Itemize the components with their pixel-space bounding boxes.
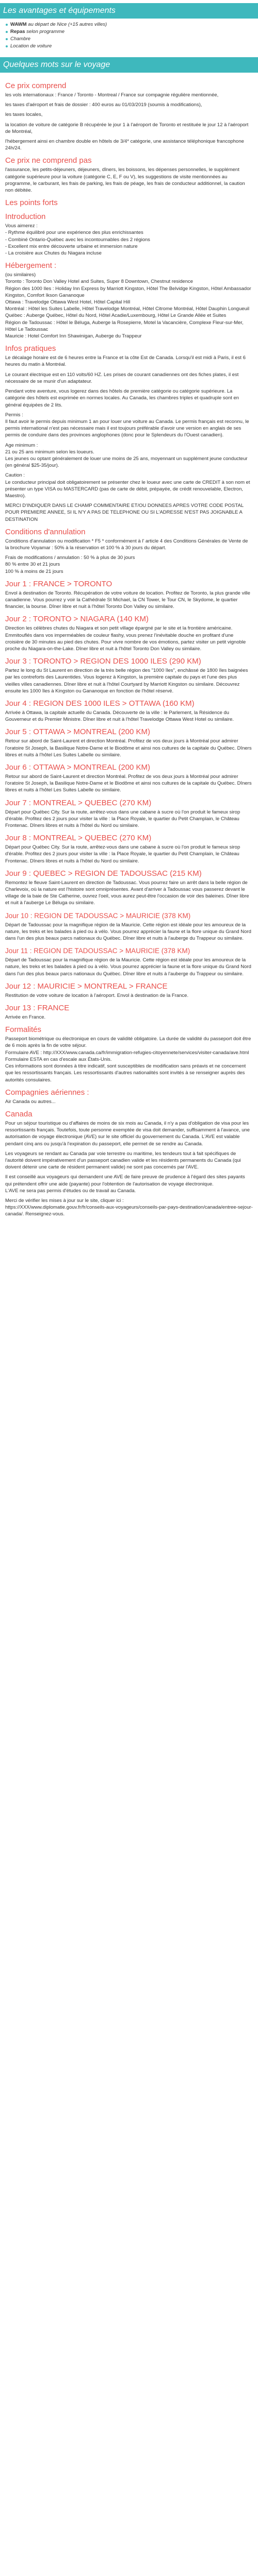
section-title: Jour 7 : MONTREAL > QUEBEC (270 KM) [5,798,152,807]
section-paragraph: Départ de Tadoussac pour la magnifique région de la Mauricie. Cette région est idéale pour les amoureux de la nature, les treks et les balades à pied ou à vélo. Vous pourrez apprécier la faune et la flore unique du Grand Nord dans l'un des plus beaux parcs nationaux du Québec. Dîner libre et nuits à l'auberge du Trappeur ou similaire. [5,922,251,942]
section-paragraph: les taxes d'aéroport et frais de dossier : 400 euros au 01/03/2019 (soumis à modifications), [5,102,202,108]
section-title: Canada [5,1109,33,1118]
feature-text: Chambre [10,36,31,42]
section-paragraph: les taxes locales, [5,112,43,118]
section [5,911,253,942]
section-paragraph: l'hébergement ainsi en chambre double en hôtels de 3/4* catégorie, une assistance téléphonique francophone 24h/24. [5,139,244,151]
section [5,156,253,194]
section [5,615,253,652]
section-title: Jour 3 : TORONTO > REGION DES 1000 ILES (290 KM) [5,657,201,666]
section [5,198,253,208]
feature-meals [10,28,253,36]
feature-bold: WAWM [10,22,27,27]
feature-text: Location de voiture [10,43,52,49]
section-title: Formalités [5,1025,42,1035]
section-paragraph: Le décalage horaire est de 6 heures entre la France et la côte Est de Canada. Lorsqu'il est midi à Paris, il est 6 heures du matin à Montréal. [5,355,246,368]
section-paragraph: Départ de Tadoussac pour la magnifique région de la Mauricie. Cette région est idéale pour les amoureux de la nature, les treks et les balades à pied ou à vélo. Vous pourrez apprécier la faune et la flore unique du Grand Nord dans l'un des plus beaux parcs nationaux du Québec. Dîner libre et nuits à l'auberge du Trappeur ou similaire. [5,957,251,977]
section-paragraph: Passeport biométrique ou électronique en cours de validité obligatoire. La durée de validité du passeport doit être de 6 mois après la fin de votre séjour. Formulaire AVE : http://XXX/www.canada.ca/fr/immigration-refugies-citoyennete/services/visiter-canada/ave.html Formulaire ESTA en cas d'escale aux États-Unis. Ces informations sont données à titre indicatif, sont susceptibles de modification sans préavis et ne concernent que les ressortissants français. Les ressortissants d'autres nationalités sont invités à se renseigner auprès des autorités consulaires. [5,1036,251,1083]
section-paragraph: Frais de modifications / annulation : 50 % à plus de 30 jours 80 % entre 30 et 21 jours 100 % à moins de 21 jours [5,555,135,574]
section-title: Compagnies aériennes : [5,1088,89,1097]
section-paragraph: Retour sur abord de Saint-Laurent et direction Montréal. Profitez de vos deux jours à Montréal pour admirer l'oratoire St Joseph, la Basilique Notre-Dame et le Biodôme et ainsi nos cultures de la capitale du Québec. Dîners libres et nuits à l'hôtel Les Suites Labelle ou similaire. [5,738,252,758]
section [5,699,253,723]
section-paragraph: Age minimum : 21 ou 25 ans minimum selon les loueurs. Les jeunes ou optant généralement de louer une moins de 25 ans, moyennant un supplément jeune conducteur (en général $25-35/jour). [5,442,248,469]
section [5,727,253,758]
feature-car [10,43,253,50]
section-paragraph: Arrivée à Ottawa, la capitale actuelle du Canada. Découverte de la ville : le Parlement, la Résidence du Gouverneur et du Premier Ministre. Dîner libre et nuit à l'hôtel Travelodge Ottawa West Hotel ou similaire. [5,710,234,723]
section-paragraph: Air Canada ou autres... [5,1098,56,1105]
section-title: Jour 11 : REGION DE TADOUSSAC > MAURICIE (378 KM) [5,947,190,955]
section [5,657,253,694]
section-title: Jour 4 : REGION DES 1000 ILES > OTTAWA (160 KM) [5,699,195,708]
section-title: Jour 9 : QUEBEC > REGION DE TADOUSSAC (215 KM) [5,869,202,878]
section [5,869,253,907]
section-title: Jour 12 : MAURICIE > MONTREAL > FRANCE [5,981,168,991]
section [5,799,253,829]
feature-text: au départ de Nice (+15 autres villes) [26,22,107,27]
details-banner: Quelques mots sur le voyage [0,57,258,73]
section-title: Jour 10 : REGION DE TADOUSSAC > MAURICIE (378 KM) [5,911,191,920]
section [5,1004,253,1021]
section [5,946,253,977]
features-banner: Les avantages et équipements [0,3,258,19]
section [5,344,253,522]
section-title: Les points forts [5,198,58,208]
section-title: Jour 8 : MONTREAL > QUEBEC (270 KM) [5,834,152,843]
section [5,982,253,999]
section [5,834,253,865]
section-paragraph: Conditions d'annulation ou modification * F5 * conformément à l' article 4 des Conditions Générales de Vente de la brochure Voyamar : 50% à la réservation et 100 % à 30 jours du départ. [5,538,248,551]
section [5,580,253,611]
section-paragraph: l'assurance, les petits-déjeuners, déjeuners, dîners, les boissons, les dépenses personnelles, le supplément catégorie supérieure pour la voiture (catégorie C, E, F ou V), les suggestions de visite mentionnées au programme, le carburant, les frais de parking, les frais de péage, les frais de conducteur additionnel, la caution non débitée. [5,167,245,194]
section-paragraph: Départ pour Québec City. Sur la route, arrêtez-vous dans une cabane à sucre où l'on produit le fameux sirop d'érable. Profitez des 2 jours pour visiter la ville : la Place Royale, le quartier du Petit Champlain, le Château Frontenac. Dîners libres et nuits à l'hôtel du Nord ou similaire. [5,809,240,829]
feature-text: selon programme [25,29,65,35]
section-paragraph: Remontez le fleuve Saint-Laurent en direction de Tadoussac. Vous pourrez faire un arrêt dans la belle région de Charlevoix, où la nature est l'histoire sont omniprésentes. Avant d'arriver à Tadoussac vous passerez devant le village de la baie de Ste Catherine, ouvrez l'oeil, vous aurez peut-être l'occasion de voir des baleines. Dîner libre et nuit à l'auberge Le Béluga ou similaire. [5,879,249,906]
section-paragraph: Départ pour Québec City. Sur la route, arrêtez-vous dans une cabane à sucre où l'on produit le fameux sirop d'érable. Profitez des 2 jours pour visiter la ville : la Place Royale, le quartier du Petit Champlain, le Château Frontenac. Dîners libres et nuits à l'hôtel du Nord ou similaire. [5,844,240,864]
section-paragraph: Direction les célèbres chutes du Niagara et son petit village épargné par le site et la frontière américaine. Emmitouflés dans vos imperméables de couleur flashy, vous prenez l'inévitable douche en profitant d'une croisière de 30 minutes au pied des chutes. Pour vivre nombre de vos émotions, partez visiter un petit vignoble proche du Niagara-on-the-Lake. Dîner libre et nuit à l'hôtel Toronto Don Valley ou similaire. [5,625,246,652]
section [5,1025,253,1083]
section-paragraph: MERCI D'INDIQUER DANS LE CHAMP COMMENTAIRE ET/OU DONNEES APRES VOTRE CODE POSTAL POUR PREMIERE ANNEE, SI IL N'Y A PAS DE TELEPHONE OU SI L'ADRESSE N'EST PAS JOIGNABLE A DESTINATION [5,503,244,522]
section-paragraph: Merci de vérifier les mises à jour sur le site, cliquer ici : https://XXX/www.diplomatie.gouv.fr/fr/conseils-aux-voyageurs/conseils-par-pays-destination/canada/entree-sejour-canada/. Renseignez-vous. [5,1197,253,1217]
section-title: Infos pratiques [5,344,56,353]
section-title: Jour 6 : OTTAWA > MONTREAL (200 KM) [5,763,151,772]
section-paragraph: Arrivée en France. [5,1014,46,1021]
section-paragraph: les vols internationaux : France / Toronto - Montreal / France sur compagnie régulière mentionnée, [5,92,219,98]
section [5,81,253,151]
feature-room [10,36,253,43]
trip-details [0,73,258,1218]
section-title: Jour 5 : OTTAWA > MONTREAL (200 KM) [5,727,151,737]
section-paragraph: Retour sur abord de Saint-Laurent et direction Montréal. Profitez de vos deux jours à Montréal pour admirer l'oratoire St Joseph, la Basilique Notre-Dame et le Biodôme et ainsi nos cultures de la capitale du Québec. Dîners libres et nuits à l'hôtel Les Suites Labelle ou similaire. [5,774,252,793]
section-paragraph: Les voyageurs se rendant au Canada par voie terrestre ou maritime, les tendeurs tout à fait spécifiques de l'autorité doivent impérativement d'un passeport canadien valide et les résidents permanents du Canada (qui doivent détenir une carte de résident permanent valide) ne sont pas concernés par l'AVE. [5,1150,241,1171]
page [0,3,258,1218]
section [5,261,253,340]
section-paragraph: Vous aimerez : - Rythme équilibré pour une expérience des plus enrichissantes - Combiné Ontario-Québec avec les incontournables des 2 régions - Excellent mix entre découverte urbaine et immersion nature - La croisière aux Chutes du Niagara incluse [5,223,150,257]
section-title: Jour 2 : TORONTO > NIAGARA (140 KM) [5,615,149,624]
section-paragraph: Envol à destination de Toronto. Récupération de votre voiture de location. Profitez de Toronto, la plus grande ville canadienne. Vous pourrez y voir la Cathédrale St Michael, la CN Tower, le Tour CN, le Skydome, le quartier financier, la bourse. Dîner libre et nuit à l'hôtel Toronto Don Valley ou similaire. [5,590,250,610]
section [5,212,253,257]
section-paragraph: la location de voiture de catégorie B récupérée le jour 1 à l'aéroport de Toronto et restituée le jour 12 à l'aéroport de Montréal, [5,122,249,134]
section [5,1088,253,1105]
section-paragraph: (ou similaires) Toronto : Toronto Don Valley Hotel and Suites, Super 8 Downtown, Chestnut residence Région des 1000 Iles : Holiday Inn Express by Marriott Kingston, Hôtel The Belvidge Kingston, Hôtel Ambassador Kingston, Comfort Ikson Gananoque Ottawa : Travelodge Ottawa West Hotel, Hôtel Capital Hill Montréal : Hôtel les Suites Labelle, Hôtel Travelodge Montréal, Hôtel Citrome Montréal, Hôtel Dauphin Longueuil Québec : Auberge Québec, Hôtel du Nord, Hôtel Acadie/Luxembourg, Hôtel Le Grande Allée et Suites Région de Tadoussac : Hôtel le Béluga, Auberge la Rosepierre, Motel la Vacancière, Complexe Fleur-sur-Mer, Hôtel Le Tadoussac Mauricie : Hotel Comfort Inn Shawinigan, Auberge du Trappeur [5,272,251,340]
feature-bold: Repas [10,29,25,35]
section-paragraph: Restitution de votre voiture de location à l'aéroport. Envol à destination de la France. [5,992,189,998]
section-title: Ce prix ne comprend pas [5,156,92,165]
section-title: Jour 13 : FRANCE [5,1004,70,1013]
section [5,1110,253,1218]
section [5,763,253,794]
section-paragraph: Le courant électrique est en 110 volts/60 HZ. Les prises de courant canadiennes ont des fiches plates, il est nécessaire de se munir d'un adaptateur. [5,371,239,384]
section [5,528,253,575]
section-title: Conditions d'annulation [5,527,86,536]
section-paragraph: Caution : Le conducteur principal doit obligatoirement se présenter chez le loueur avec une carte de CREDIT à son nom et présenter un type VISA ou MASTERCARD (pas de carte de débit, prépayée, de crédit renouvelable, Electron, Maestro). [5,472,250,499]
section-title: Jour 1 : FRANCE > TORONTO [5,579,112,588]
section-title: Introduction [5,212,46,222]
section-paragraph: Il est conseillé aux voyageurs qui demandent une AVE de faire preuve de prudence à l'égard des sites payants qui prétendent offrir une aide (payante) pour l'obtention de l'autorisation de voyage électronique. L'AVE ne sera pas permis d'études ou de travail au Canada. [5,1174,245,1194]
feature-flight [10,21,253,28]
section-title: Ce prix comprend [5,81,67,90]
section-paragraph: Pour un séjour touristique ou d'affaires de moins de six mois au Canada, il n'y a pas d'obligation de visa pour les ressortissants français. Toutefois, toute personne exemptée de visa doit demander, suffisamment à l'avance, une autorisation de voyage électronique (AVE) sur le site officiel du gouvernement du Canada. L'AVE est valable pendant cinq ans ou jusqu'à l'expiration du passeport, elle permet de se rendre au Canada. [5,1120,250,1147]
section-title: Hébergement : [5,261,57,270]
section-paragraph: Pendant votre aventure, vous logerez dans des hôtels de première catégorie ou catégorie supérieure. La catégorie des hôtels est exprimée en normes locales. Au Canada, les chambres triples et quadruple sont en général équipées de 2 lits. [5,388,239,408]
section-paragraph: Permis : Il faut avoir le permis depuis minimum 1 an pour louer une voiture au Canada. Le permis français est reconnu, le permis international n'est pas nécessaire mais il est toujours préférable d'avoir une version en anglais de ses permis de conduire dans des provinces anglophones (donc pour le Splendeurs du l'Ouest canadien). [5,412,249,438]
section-paragraph: Partez le long du St Laurent en direction de la très belle région des "1000 îles", enchâssé de 1800 îles baignées par les contreforts des Laurentides. Vous logerez à Kingston, la première capitale du pays et l'une des plus vieilles villes canadiennes. Dîner libre et nuit à l'hôtel Courtyard by Marriott Kingston ou similaire. Découvrez ensuite les 1000 îles à Kingston ou Gananoque en fonction de l'hôtel réservé. [5,668,248,694]
features-list [0,21,258,50]
